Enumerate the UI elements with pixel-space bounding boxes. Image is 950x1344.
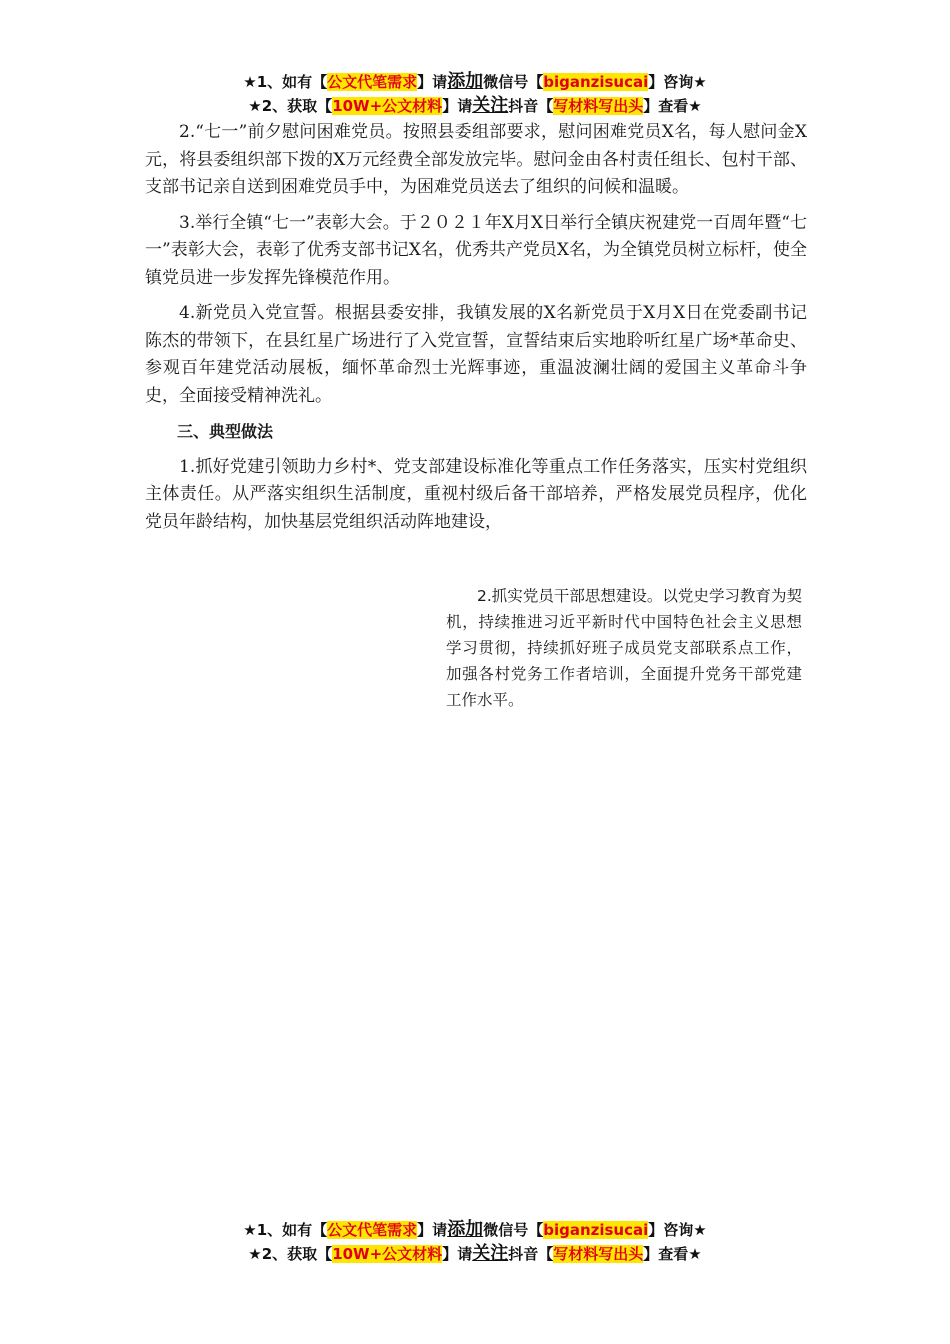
- emphasis-add: 添加: [447, 1219, 484, 1240]
- star-icon: ★: [693, 73, 707, 91]
- header-banner: [0, 70, 950, 118]
- paragraph-oath: 4.新党员入党宣誓。根据县委安排，我镇发展的X名新党员于X月X日在党委副书记陈杰的带领下，在县红星广场进行了入党宣誓，宣誓结束后实地聆听红星广场*革命史、参观百年建党活动展板，缅怀革命烈士光辉事迹，重温波澜壮阔的爱国主义革命斗争史，全面接受精神洗礼。: [145, 303, 807, 406]
- highlight-service: 公文代笔需求: [327, 1221, 418, 1239]
- star-icon: ★: [693, 1221, 707, 1239]
- banner-text: 】查看: [643, 97, 689, 115]
- banner-text: 抖音【: [508, 97, 554, 115]
- banner-text: 2、获取【: [261, 97, 333, 115]
- highlight-materials: 10W+公文材料: [332, 97, 443, 115]
- emphasis-add: 添加: [447, 71, 484, 92]
- paragraph-practice-1: 1.抓好党建引领助力乡村*、党支部建设标准化等重点工作任务落实，压实村党组织主体责任。从严落实组织生活制度，重视村级后备干部培养，严格发展党员程序，优化党员年龄结构，加快基层党组织活动阵地建设，: [145, 456, 807, 532]
- star-icon: ★: [248, 1245, 262, 1263]
- footer-banner-line-2: [0, 1242, 950, 1266]
- header-banner-line-1: [0, 70, 950, 94]
- banner-text: 】请: [442, 97, 473, 115]
- banner-text: 】请: [417, 1221, 448, 1239]
- star-icon: ★: [243, 73, 257, 91]
- section-heading: 三、典型做法: [177, 422, 274, 441]
- highlight-materials: 10W+公文材料: [332, 1245, 443, 1263]
- header-banner-line-2: [0, 94, 950, 118]
- banner-text: 1、如有【: [256, 1221, 328, 1239]
- banner-text: 2、获取【: [261, 1245, 333, 1263]
- banner-text: 抖音【: [508, 1245, 554, 1263]
- star-icon: ★: [688, 97, 702, 115]
- star-icon: ★: [243, 1221, 257, 1239]
- banner-text: 1、如有【: [256, 73, 328, 91]
- emphasis-follow: 关注: [472, 95, 509, 116]
- highlight-douyin-id: 写材料写出头: [553, 97, 644, 115]
- paragraph-practice-2: 2.抓实党员干部思想建设。以党史学习教育为契机，持续推进习近平新时代中国特色社会主义思想学习贯彻，持续抓好班子成员党支部联系点工作，加强各村党务工作者培训，全面提升党务干部党建工作水平。: [446, 587, 802, 709]
- emphasis-follow: 关注: [472, 1243, 509, 1264]
- banner-text: 微信号【: [483, 1221, 544, 1239]
- banner-text: 微信号【: [483, 73, 544, 91]
- highlight-wechat-id: biganzisucai: [543, 1221, 649, 1239]
- highlight-douyin-id: 写材料写出头: [553, 1245, 644, 1263]
- footer-banner: [0, 1218, 950, 1266]
- paragraph-condolence: 2.“七一”前夕慰问困难党员。按照县委组部要求，慰问困难党员X名，每人慰问金X元，将县委组织部下拨的X万元经费全部发放完毕。慰问金由各村责任组长、包村干部、支部书记亲自送到困难党员手中，为困难党员送去了组织的问候和温暖。: [145, 122, 807, 197]
- paragraph-commendation: 3.举行全镇“七一”表彰大会。于２０２１年X月X日举行全镇庆祝建党一百周年暨“七一”表彰大会，表彰了优秀支部书记X名，优秀共产党员X名，为全镇党员树立标杆，使全镇党员进一步发挥先锋模范作用。: [145, 212, 807, 288]
- star-icon: ★: [688, 1245, 702, 1263]
- footer-banner-line-1: [0, 1218, 950, 1242]
- banner-text: 】请: [417, 73, 448, 91]
- banner-text: 】咨询: [648, 1221, 694, 1239]
- banner-text: 】请: [442, 1245, 473, 1263]
- highlight-service: 公文代笔需求: [327, 73, 418, 91]
- star-icon: ★: [248, 97, 262, 115]
- banner-text: 】查看: [643, 1245, 689, 1263]
- document-body: [145, 119, 807, 544]
- highlight-wechat-id: biganzisucai: [543, 73, 649, 91]
- banner-text: 】咨询: [648, 73, 694, 91]
